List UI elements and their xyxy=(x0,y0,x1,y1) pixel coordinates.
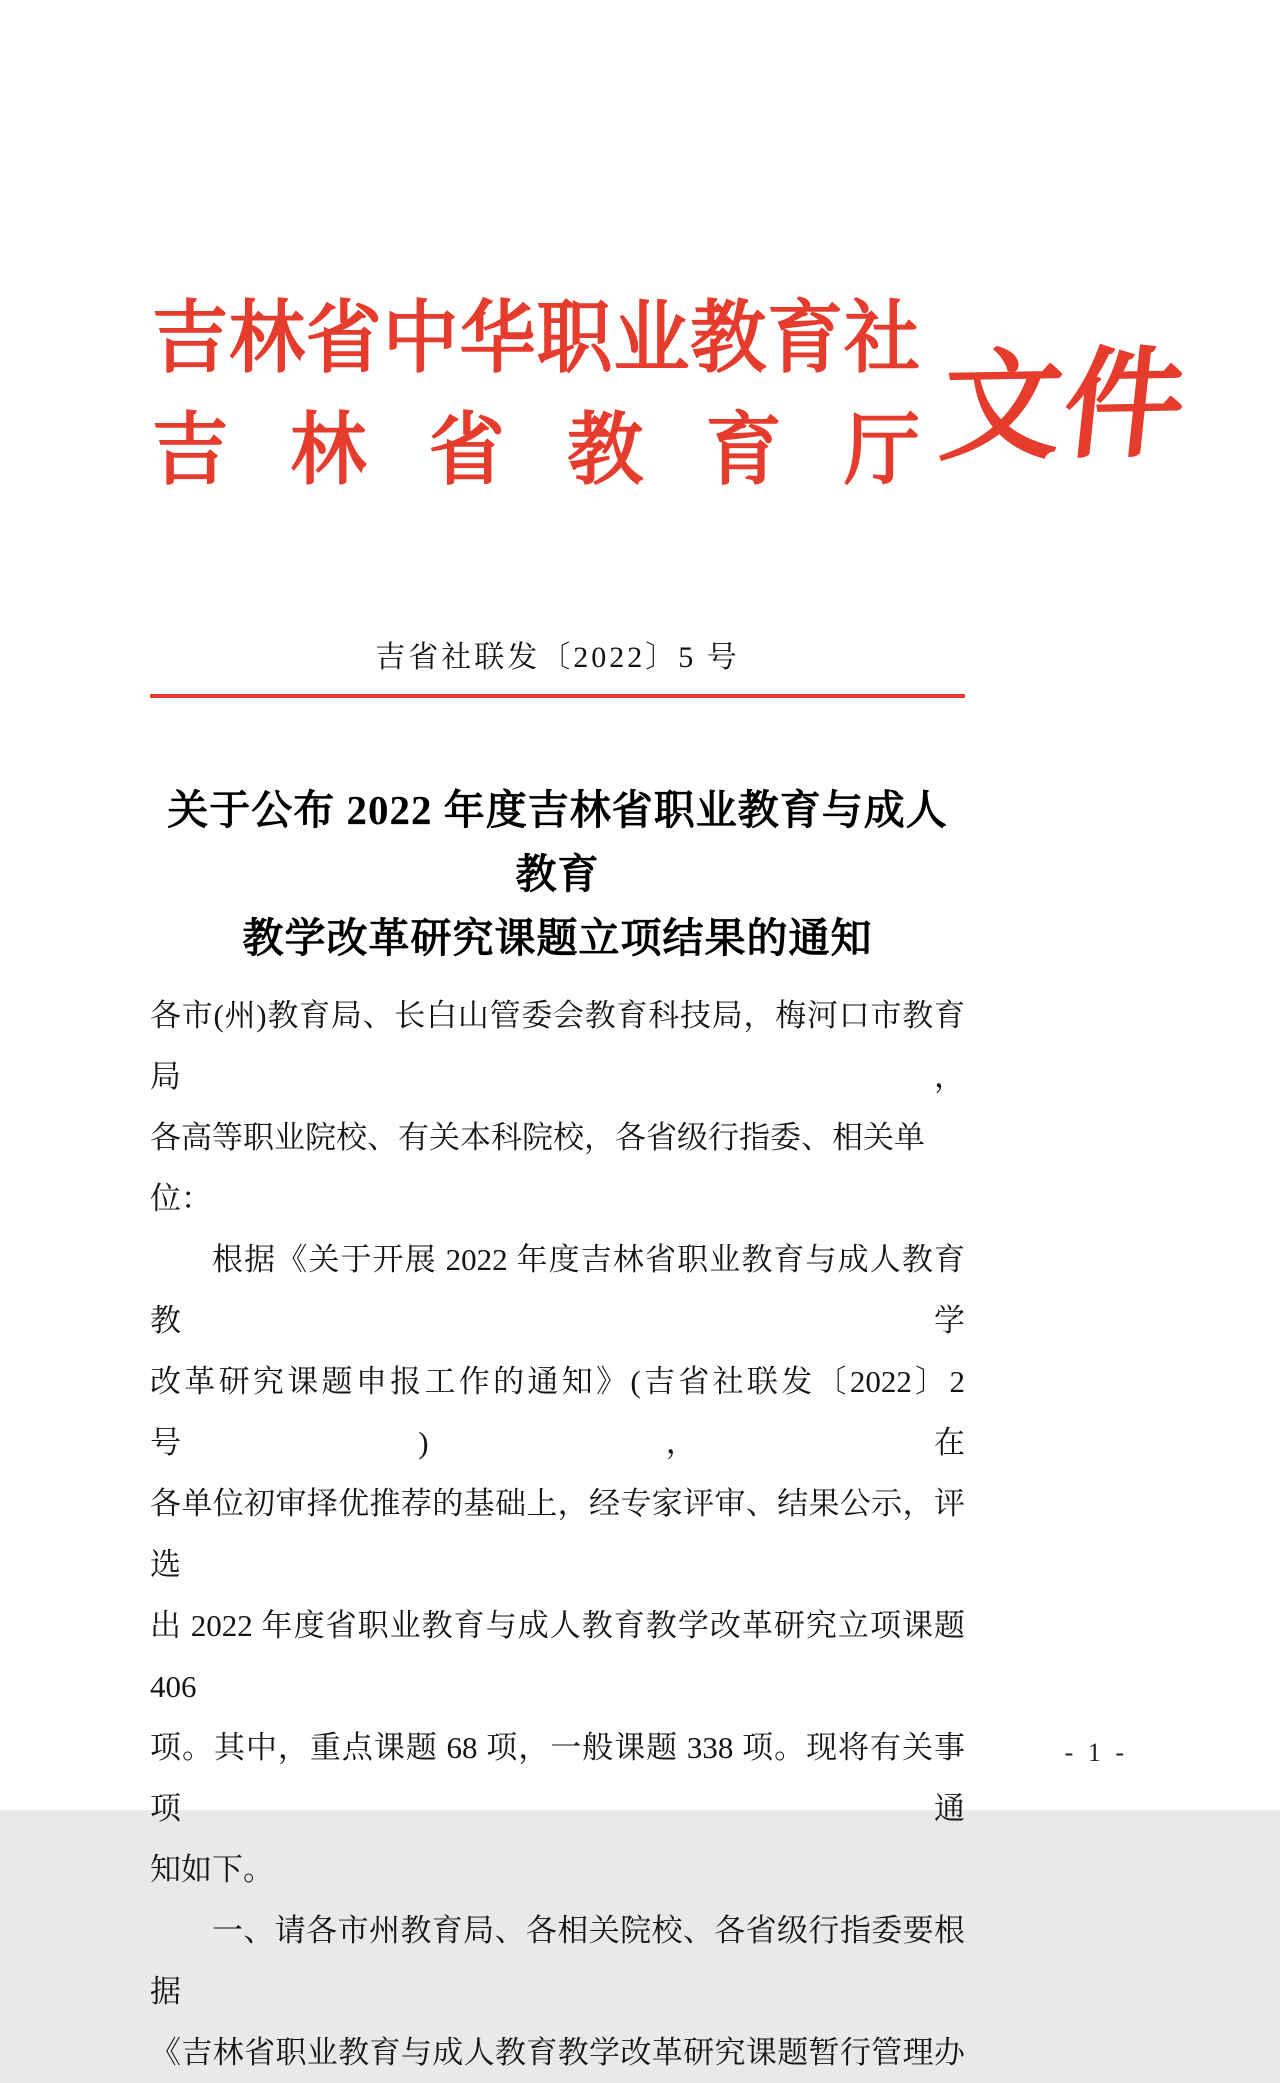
red-letterhead xyxy=(152,295,1194,495)
document-title-line1: 关于公布 2022 年度吉林省职业教育与成人教育 xyxy=(167,787,948,897)
body-line: 《吉林省职业教育与成人教育教学改革研究课题暂行管理办 xyxy=(150,2035,965,2070)
org-name-line1: 吉林省中华职业教育社 xyxy=(152,295,920,383)
page-number: - 1 - xyxy=(1064,1738,1128,1767)
document-title-line2: 教学改革研究课题立项结果的通知 xyxy=(242,915,873,961)
org-name-line2: 吉林省教育厅 xyxy=(152,407,920,495)
document-title xyxy=(150,778,965,970)
body-line: 各市(州)教育局、长白山管委会教育科技局，梅河口市教育局， xyxy=(150,998,965,1094)
body-line: 改革研究课题申报工作的通知》(吉省社联发〔2022〕2 号)，在 xyxy=(150,1364,965,1460)
document-type-label: 文件 xyxy=(934,337,1194,476)
body-line: 项。其中，重点课题 68 项，一般课题 338 项。现将有关事项通 xyxy=(150,1730,965,1826)
issuing-organizations xyxy=(152,295,920,495)
body-line: 各高等职业院校、有关本科院校，各省级行指委、相关单位： xyxy=(150,1120,925,1216)
body-line: 根据《关于开展 2022 年度吉林省职业教育与成人教育教学 xyxy=(150,1242,965,1338)
body-line: 出 2022 年度省职业教育与成人教育教学改革研究立项课题 406 xyxy=(150,1608,965,1704)
document-body xyxy=(150,985,965,2083)
document-reference-number: 吉省社联发〔2022〕5 号 xyxy=(375,641,740,674)
body-line: 各单位初审择优推荐的基础上，经专家评审、结果公示，评选 xyxy=(150,1486,965,1582)
body-line: 一、请各市州教育局、各相关院校、各省级行指委要根据 xyxy=(150,1913,965,2009)
red-separator-rule xyxy=(150,694,965,698)
body-line: 知如下。 xyxy=(150,1852,274,1887)
